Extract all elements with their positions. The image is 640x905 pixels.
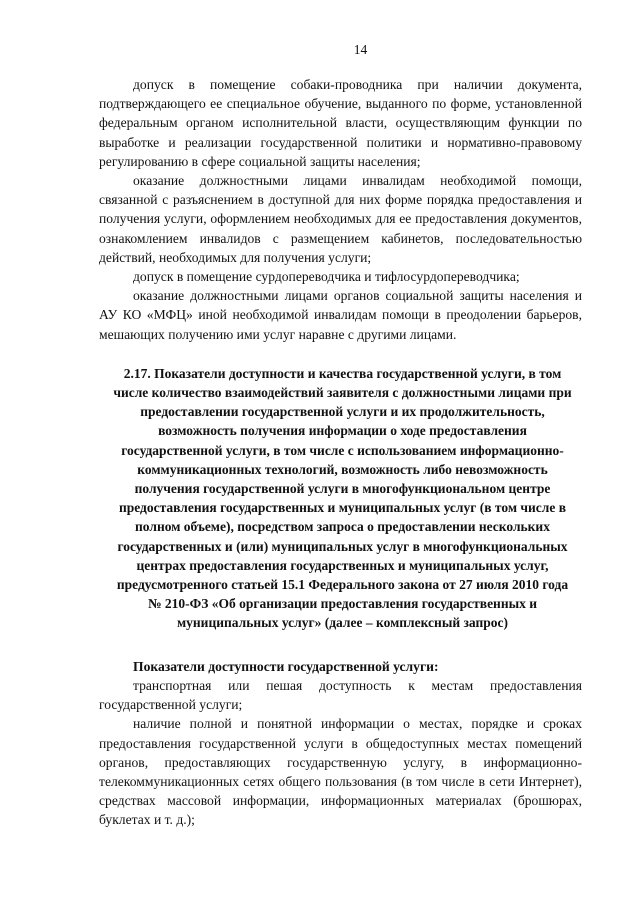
section-heading: 2.17. Показатели доступности и качества государственной услуги, в том числе количество взаимодействий заявителя с должностными лицами при предоставлении государственной услуги и их продолжительность, возможность получения информации о ходе предоставления государственной услуги, в том числе с использованием информационно-коммуникационных технологий, возможность либо невозможность получения государственной услуги в многофункциональном центре предоставления государственных и муниципальных услуг (в том числе в полном объеме), посредством запроса о предоставлении нескольких государственных и (или) муниципальных услуг в многофункциональных центрах предоставления государственных и муниципальных услуг, предусмотренного статьей 15.1 Федерального закона от 27 июля 2010 года № 210-ФЗ «Об организации предоставления государственных и муниципальных услуг» (далее – комплексный запрос) <box>113 365 572 631</box>
paragraph-barrier-assistance: оказание должностными лицами органов социальной защиты населения и АУ КО «МФЦ» иной необходимой инвалидам помощи в преодолении барьеров, мешающих получению ими услуг наравне с другими лицами. <box>99 288 582 342</box>
paragraph-assistance-explanation: оказание должностными лицами инвалидам необходимой помощи, связанной с разъяснением в доступной для них форме порядка предоставления и получения услуги, оформлением необходимых для ее предоставления документов, ознакомлением инвалидов с размещением кабинетов, последовательностью действий, необходимых для получения услуги; <box>99 173 582 265</box>
accessibility-indicators-heading: Показатели доступности государственной услуги: <box>133 658 439 674</box>
paragraph-sign-interpreter: допуск в помещение сурдопереводчика и тифлосурдопереводчика; <box>133 269 520 285</box>
top-paragraphs <box>99 75 582 344</box>
bottom-paragraphs <box>99 676 582 830</box>
paragraph-guide-dog: допуск в помещение собаки-проводника при наличии документа, подтверждающего ее специальное обучение, выданного по форме, установленной федеральным органом исполнительной власти, осуществляющим функции по выработке и реализации государственной политики и нормативно-правовому регулированию в сфере социальной защиты населения; <box>99 77 582 169</box>
paragraph-information-availability: наличие полной и понятной информации о местах, порядке и сроках предоставления государственной услуги в общедоступных местах помещений органов, предоставляющих государственную услугу, в информационно-телекоммуникационных сетях общего пользования (в том числе в сети Интернет), средствах массовой информации, информационных материалах (брошюрах, буклетах и т. д.); <box>99 716 582 828</box>
page-number: 14 <box>353 42 368 57</box>
paragraph-transport-access: транспортная или пешая доступность к местам предоставления государственной услуги; <box>99 677 582 713</box>
